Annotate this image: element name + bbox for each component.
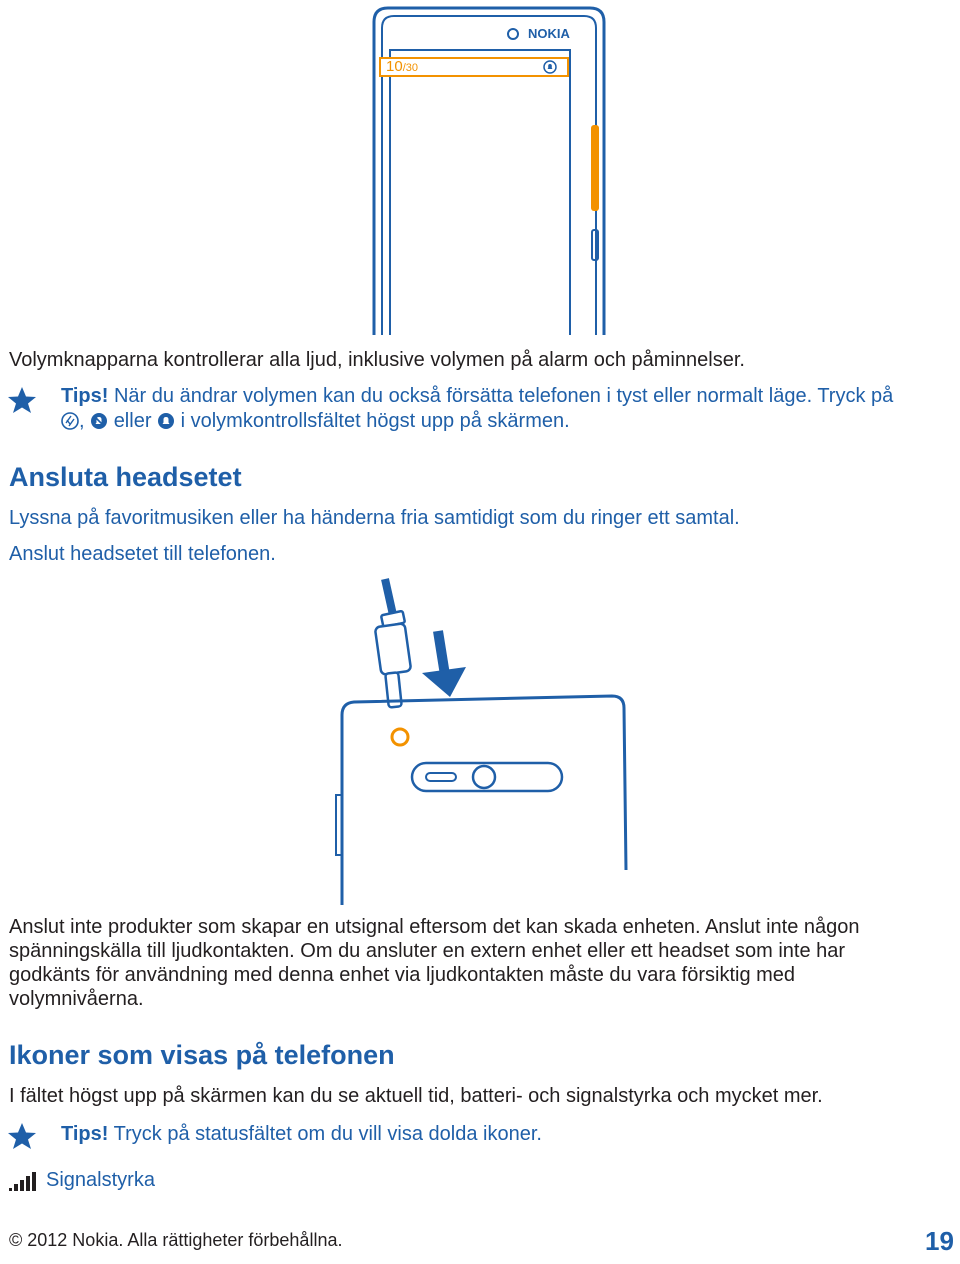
- volume-current: 10: [386, 58, 403, 75]
- warning-line1: Anslut inte produkter som skapar en utsignal eftersom det kan skada enheten. Anslut inte någon: [9, 916, 860, 938]
- section1-line2: Anslut headsetet till telefonen.: [9, 543, 276, 565]
- page-number: 19: [925, 1226, 954, 1256]
- warning-line3: godkänts för användning med denna enhet via ljudkontakten måste du vara försiktig med: [9, 964, 796, 986]
- star-icon: [7, 386, 37, 414]
- tip2-text: Tryck på statusfältet om du vill visa dolda ikoner.: [113, 1123, 542, 1145]
- tip1-text-1: När du ändrar volymen kan du också försätta telefonen i tyst eller normalt läge. Tryck på: [113, 385, 894, 407]
- section-heading-icons: Ikoner som visas på telefonen: [9, 1040, 395, 1070]
- warning-line4: volymnivåerna.: [9, 988, 144, 1010]
- silent-bell-icon[interactable]: [90, 412, 108, 430]
- tip2-label: Tips!: [61, 1123, 109, 1145]
- down-arrow-icon: [422, 631, 466, 697]
- phone-volume-illustration: [360, 0, 610, 335]
- vibrate-icon[interactable]: [61, 412, 79, 430]
- headset-connect-illustration: [320, 575, 640, 905]
- tip1-text-2: i volymkontrollsfältet högst upp på skärmen.: [180, 410, 570, 432]
- bell-icon[interactable]: [157, 412, 175, 430]
- tip1-line2: [61, 409, 570, 434]
- tip1-sep1: ,: [79, 410, 85, 432]
- tip1-line1: [61, 384, 893, 409]
- section1-line1: Lyssna på favoritmusiken eller ha händerna fria samtidigt som du ringer ett samtal.: [9, 507, 740, 529]
- volume-paragraph: Volymknapparna kontrollerar alla ljud, inklusive volymen på alarm och påminnelser.: [9, 349, 745, 371]
- section-heading-headset: Ansluta headsetet: [9, 462, 242, 492]
- signal-strength-label: Signalstyrka: [46, 1169, 155, 1191]
- brand-logo: NOKIA: [528, 26, 570, 41]
- warning-line2: spänningskälla till ljudkontakten. Om du ansluter en extern enhet eller ett headset som inte har: [9, 940, 846, 962]
- headphone-plug-icon: [375, 611, 411, 708]
- volume-max: /30: [402, 62, 418, 74]
- tip2: [61, 1122, 542, 1147]
- copyright: © 2012 Nokia. Alla rättigheter förbehållna.: [9, 1230, 343, 1250]
- tip1-sep2: eller: [113, 410, 152, 432]
- star-icon: [7, 1122, 37, 1150]
- bell-icon[interactable]: [543, 60, 557, 74]
- signal-bars-icon: [9, 1170, 37, 1192]
- section2-line1: I fältet högst upp på skärmen kan du se aktuell tid, batteri- och signalstyrka och mycket mer.: [9, 1085, 823, 1107]
- volume-level-readout: [386, 58, 418, 76]
- tip1-label: Tips!: [61, 385, 109, 407]
